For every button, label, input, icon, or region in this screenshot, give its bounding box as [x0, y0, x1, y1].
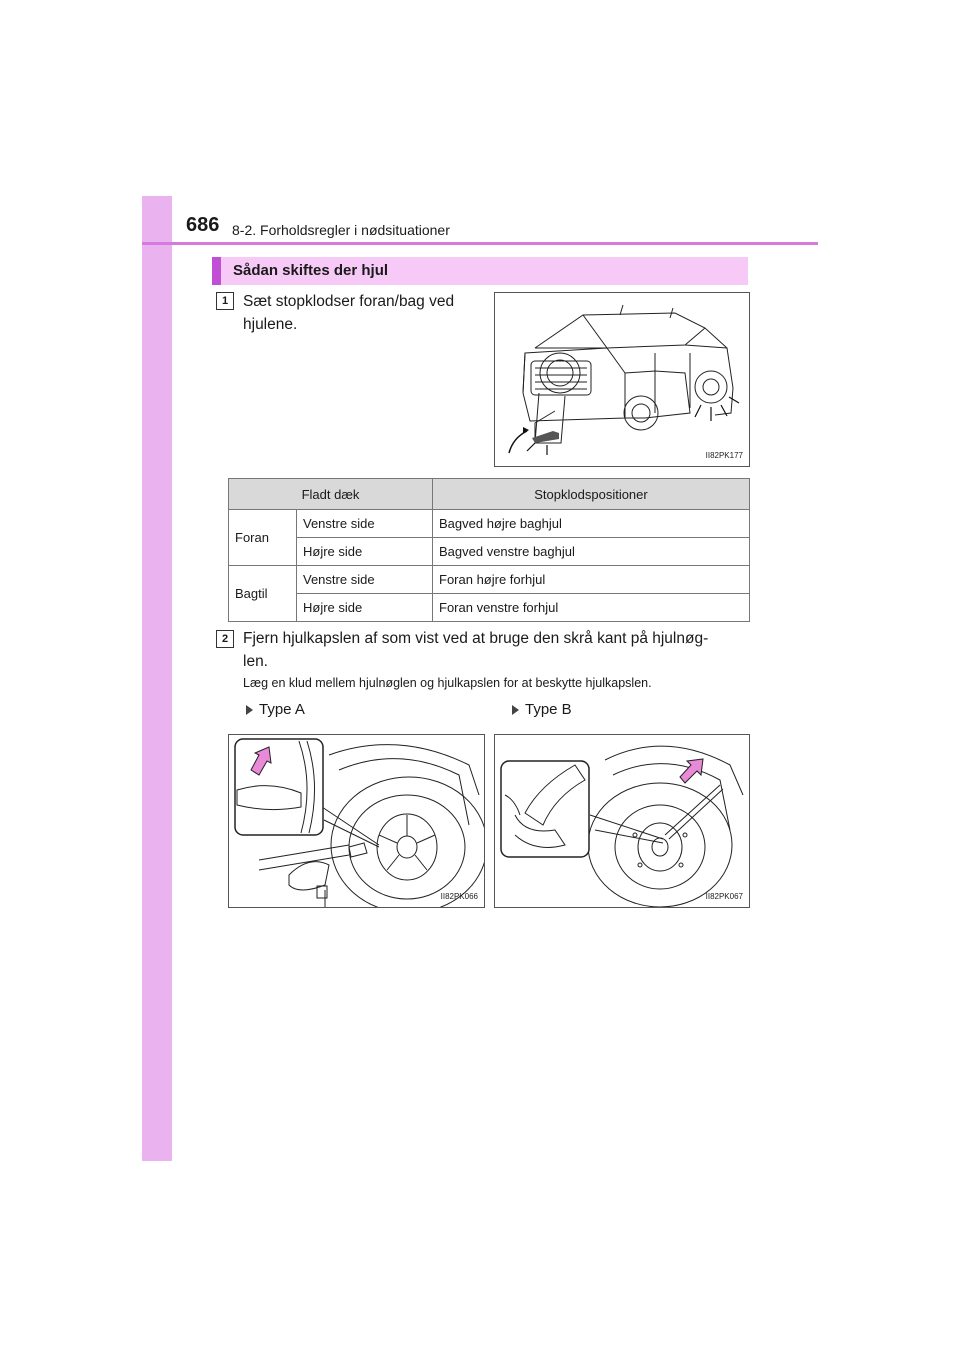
table-cell: Bagved venstre baghjul [433, 538, 750, 566]
step-1-line-1: Sæt stopklodser foran/bag ved [243, 293, 455, 310]
table-cell: Venstre side [297, 510, 433, 538]
side-tab [142, 196, 172, 1161]
chapter-title: 8-2. Forholdsregler i nødsituationer [232, 222, 450, 238]
step-1-text [243, 290, 454, 336]
table-cell: Bagved højre baghjul [433, 510, 750, 538]
figure-type-a [228, 734, 485, 908]
type-a-text: Type A [259, 701, 305, 718]
chock-positions-table [228, 478, 750, 622]
step-number-2: 2 [216, 630, 234, 648]
detail-inset [501, 761, 589, 857]
table-row [229, 510, 750, 538]
step-2-note: Læg en klud mellem hjulnøglen og hjulkapslen for at beskytte hjulkapslen. [243, 676, 652, 690]
table-group-cell: Bagtil [229, 566, 297, 622]
step-number-1: 1 [216, 292, 234, 310]
table-cell: Foran venstre forhjul [433, 594, 750, 622]
figure-truck-code: II82PK177 [705, 451, 743, 460]
table-cell: Foran højre forhjul [433, 566, 750, 594]
step-2-text [243, 627, 708, 673]
table-header: Fladt dæk [229, 479, 433, 510]
figure-type-a-code: II82PK066 [440, 892, 478, 901]
step-2-line-1: Fjern hjulkapslen af som vist ved at bruge den skrå kant på hjulnøg- [243, 630, 709, 647]
type-a-label [246, 701, 305, 718]
table-row [229, 538, 750, 566]
step-1-line-2: hjulene. [243, 316, 298, 333]
wheel-cap-type-a-illustration [229, 735, 484, 907]
type-b-text: Type B [525, 701, 572, 718]
table-header-row [229, 479, 750, 510]
page-number: 686 [186, 214, 220, 236]
type-b-label [512, 701, 572, 718]
table-cell: Højre side [297, 538, 433, 566]
section-heading [212, 257, 748, 285]
truck-illustration [495, 293, 749, 466]
table-cell: Venstre side [297, 566, 433, 594]
figure-type-b [494, 734, 750, 908]
table-header: Stopklodspositioner [433, 479, 750, 510]
figure-type-b-code: II82PK067 [705, 892, 743, 901]
header-rule [142, 242, 818, 245]
step-2-line-2: len. [243, 653, 268, 670]
wheel-cap-type-b-illustration [495, 735, 749, 907]
table-group-cell: Foran [229, 510, 297, 566]
figure-truck [494, 292, 750, 467]
section-title: Sådan skiftes der hjul [233, 262, 389, 279]
table-row [229, 594, 750, 622]
table-row [229, 566, 750, 594]
triangle-bullet-icon [512, 705, 519, 715]
table-cell: Højre side [297, 594, 433, 622]
triangle-bullet-icon [246, 705, 253, 715]
